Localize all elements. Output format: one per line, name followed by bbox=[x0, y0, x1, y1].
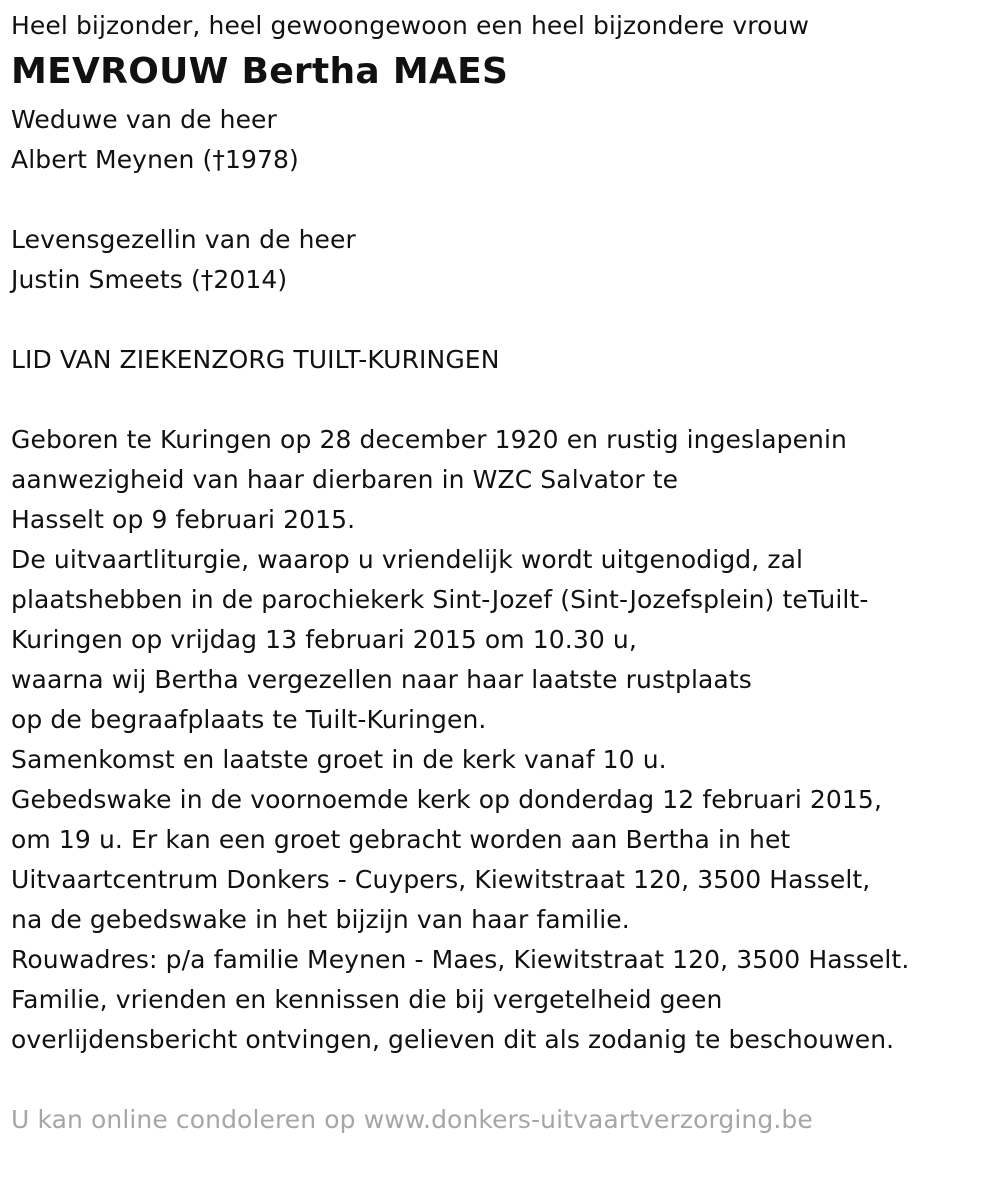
partner-line-1: Levensgezellin van de heer bbox=[11, 225, 356, 254]
notice-body bbox=[11, 420, 991, 1060]
spacer bbox=[11, 180, 991, 220]
body-line: waarna wij Bertha vergezellen naar haar laatste rustplaats bbox=[11, 665, 752, 694]
body-line: Geboren te Kuringen op 28 december 1920 en rustig ingeslapenin bbox=[11, 425, 847, 454]
body-line: Gebedswake in de voornoemde kerk op donderdag 12 februari 2015, bbox=[11, 785, 882, 814]
body-line: Hasselt op 9 februari 2015. bbox=[11, 505, 356, 534]
deceased-name: MEVROUW Bertha MAES bbox=[11, 51, 509, 92]
body-line: plaatshebben in de parochiekerk Sint-Jozef (Sint-Jozefsplein) teTuilt- bbox=[11, 585, 869, 614]
body-line: overlijdensbericht ontvingen, gelieven dit als zodanig te beschouwen. bbox=[11, 1025, 895, 1054]
body-line: Uitvaartcentrum Donkers - Cuypers, Kiewitstraat 120, 3500 Hasselt, bbox=[11, 865, 871, 894]
body-line: De uitvaartliturgie, waarop u vriendelijk wordt uitgenodigd, zal bbox=[11, 545, 804, 574]
spacer bbox=[11, 380, 991, 420]
body-line: Rouwadres: p/a familie Meynen - Maes, Kiewitstraat 120, 3500 Hasselt. bbox=[11, 945, 910, 974]
body-line: Samenkomst en laatste groet in de kerk vanaf 10 u. bbox=[11, 745, 667, 774]
body-line: aanwezigheid van haar dierbaren in WZC Salvator te bbox=[11, 465, 679, 494]
membership-line: LID VAN ZIEKENZORG TUILT-KURINGEN bbox=[11, 345, 500, 374]
obituary-notice bbox=[11, 0, 991, 1140]
condolence-footer: U kan online condoleren op www.donkers-uitvaartverzorging.be bbox=[11, 1105, 813, 1134]
partner-line-2: Justin Smeets (†2014) bbox=[11, 265, 288, 294]
body-line: op de begraafplaats te Tuilt-Kuringen. bbox=[11, 705, 487, 734]
body-line: Familie, vrienden en kennissen die bij vergetelheid geen bbox=[11, 985, 723, 1014]
body-line: om 19 u. Er kan een groet gebracht worden aan Bertha in het bbox=[11, 825, 791, 854]
spouse-line-1: Weduwe van de heer bbox=[11, 105, 277, 134]
spouse-line-2: Albert Meynen (†1978) bbox=[11, 145, 299, 174]
spacer bbox=[11, 300, 991, 340]
body-line: na de gebedswake in het bijzijn van haar familie. bbox=[11, 905, 630, 934]
body-line: Kuringen op vrijdag 13 februari 2015 om 10.30 u, bbox=[11, 625, 637, 654]
spacer bbox=[11, 1060, 991, 1100]
intro-line: Heel bijzonder, heel gewoongewoon een heel bijzondere vrouw bbox=[11, 11, 810, 40]
